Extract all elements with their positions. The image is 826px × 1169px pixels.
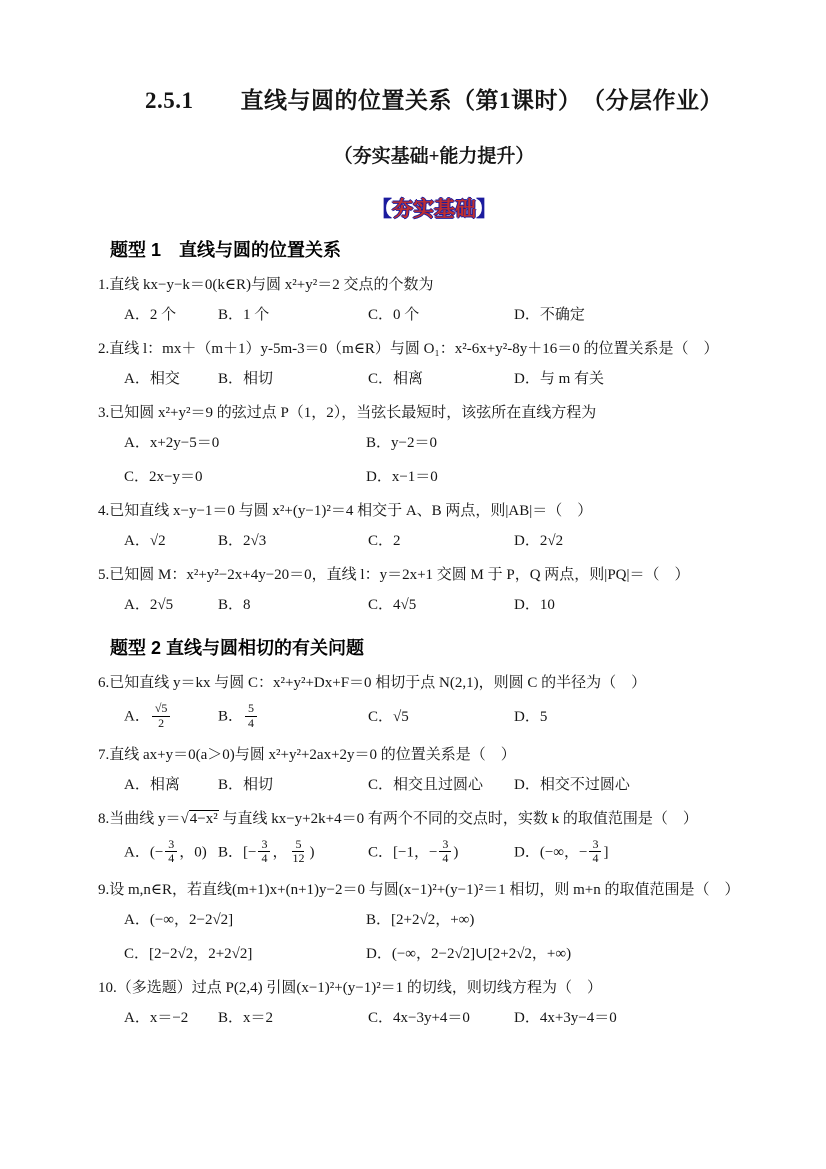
question-1-option-c: C．0 个	[368, 307, 420, 323]
question-3-stem: 3.已知圆 x²+y²＝9 的弦过点 P（1，2），当弦长最短时，该弦所在直线方程为	[98, 405, 597, 421]
question-10-option-c: C．4x−3y+4＝0	[368, 1010, 470, 1027]
question-3-option-c: C．2x−y＝0	[124, 469, 203, 485]
question-10	[98, 978, 770, 1029]
question-7-option-a: A．相离	[124, 776, 180, 793]
question-1-options	[124, 305, 770, 326]
question-8-options	[124, 836, 770, 868]
question-2-option-b: B．相切	[218, 371, 274, 387]
topic-heading-2: 题型 2 直线与圆相切的有关问题	[110, 638, 365, 658]
question-8	[98, 809, 770, 868]
question-2-options	[124, 369, 770, 390]
question-1-stem: 1.直线 kx−y−k＝0(k∈R)与圆 x²+y²＝2 交点的个数为	[98, 277, 434, 293]
question-5-option-d: D．10	[514, 597, 555, 613]
question-5-option-c: C．4√5	[368, 597, 417, 613]
question-9	[98, 880, 770, 965]
question-9-option-a: A．(−∞，2−2√2]	[124, 912, 234, 929]
question-2-option-a: A．相交	[124, 371, 180, 387]
question-9-options	[124, 910, 770, 965]
question-3-option-d: D．x−1＝0	[366, 469, 438, 485]
question-3-option-b: B．y−2＝0	[366, 435, 437, 451]
question-3	[98, 403, 770, 488]
question-7-option-c: C．相交且过圆心	[368, 776, 484, 793]
question-2-option-d: D．与 m 有关	[514, 371, 605, 387]
question-8-option-b: B．[− $\frac{3}{4}$ ， $\frac{5}{12}$ )	[218, 836, 315, 866]
question-10-option-d: D．4x+3y−4＝0	[514, 1010, 617, 1027]
question-7-stem: 7.直线 ax+y＝0(a＞0)与圆 x²+y²+2ax+2y＝0 的位置关系是（ ）	[98, 746, 516, 763]
question-9-option-d: D．(−∞，2−2√2]∪[2+2√2，+∞)	[366, 946, 572, 963]
question-6-option-d: D．5	[514, 708, 548, 725]
question-4-stem: 4.已知直线 x−y−1＝0 与圆 x²+(y−1)²＝4 相交于 A、B 两点，则|AB|＝（ ）	[98, 503, 593, 519]
question-4	[98, 501, 770, 552]
question-6-stem: 6.已知直线 y＝kx 与圆 C：x²+y²+Dx+F＝0 相切于点 N(2,1)，则圆 C 的半径为（ ）	[98, 675, 647, 691]
question-9-stem: 9.设 m,n∈R，若直线(m+1)x+(n+1)y−2＝0 与圆(x−1)²+(y−1)²＝1 相切，则 m+n 的取值范围是（ ）	[98, 882, 740, 899]
topic-heading-1: 题型 1 直线与圆的位置关系	[110, 240, 342, 260]
question-8-stem: 8.当曲线 y＝√4−x² 与直线 kx−y+2k+4＝0 有两个不同的交点时，实数 k 的取值范围是（ ）	[98, 810, 698, 827]
question-8-option-c: C．[−1，− $\frac{3}{4}$ )	[368, 836, 459, 866]
question-8-option-d: D．(−∞，− $\frac{3}{4}$ ]	[514, 836, 609, 866]
badge-label: 夯实基础	[392, 197, 476, 221]
question-2-option-c: C．相离	[368, 371, 424, 387]
question-3-option-a: A．x+2y−5＝0	[124, 435, 220, 451]
question-4-option-d: D．2√2	[514, 533, 564, 549]
page-title: 2.5.1 直线与圆的位置关系（第1课时） （分层作业）	[145, 88, 723, 113]
question-6	[98, 673, 770, 732]
question-5-option-a: A．2√5	[124, 597, 174, 613]
question-7	[98, 745, 770, 796]
question-3-options	[124, 433, 770, 488]
question-1-option-b: B．1 个	[218, 307, 270, 323]
question-5	[98, 565, 770, 616]
question-1	[98, 275, 770, 326]
question-5-option-b: B．8	[218, 597, 251, 613]
question-7-options	[124, 775, 770, 796]
question-10-options	[124, 1008, 770, 1029]
question-10-option-b: B．x＝2	[218, 1010, 274, 1027]
question-7-option-d: D．相交不过圆心	[514, 776, 630, 793]
question-10-option-a: A．x＝−2	[124, 1010, 189, 1027]
badge-open-bracket: 【	[371, 197, 392, 221]
page-subtitle: （夯实基础+能力提升）	[333, 146, 535, 167]
question-4-option-b: B．2√3	[218, 533, 267, 549]
question-6-option-a: A． $\frac{√5}{2}$	[124, 703, 218, 732]
question-6-option-b: B． $\frac{5}{4}$	[218, 703, 368, 732]
question-4-option-a: A．√2	[124, 533, 166, 549]
question-1-option-a: A．2 个	[124, 307, 177, 323]
question-7-option-b: B．相切	[218, 776, 274, 793]
question-10-stem: 10.（多选题）过点 P(2,4) 引圆(x−1)²+(y−1)²＝1 的切线，则切线方程为（ ）	[98, 980, 602, 997]
question-2-stem: 2.直线 l：mx＋（m＋1）y-5m-3＝0（m∈R）与圆 O₁：x²-6x+y²-8y＋16＝0 的位置关系是（ ）	[98, 341, 719, 357]
badge-close-bracket: 】	[476, 197, 497, 221]
question-6-option-c: C．√5	[368, 708, 409, 725]
question-2	[98, 339, 770, 390]
question-5-options	[124, 595, 770, 616]
question-4-option-c: C．2	[368, 533, 401, 549]
question-8-option-a: A．(− $\frac{3}{4}$ ，0)	[124, 836, 207, 866]
question-5-stem: 5.已知圆 M：x²+y²−2x+4y−20＝0，直线 l：y＝2x+1 交圆 M 于 P，Q 两点，则|PQ|＝（ ）	[98, 567, 690, 583]
question-6-options	[124, 703, 770, 732]
question-4-options	[124, 531, 770, 552]
question-1-option-d: D．不确定	[514, 307, 585, 323]
question-9-option-b: B．[2+2√2，+∞)	[366, 912, 475, 929]
section-badge	[98, 195, 770, 223]
question-9-option-c: C．[2−2√2，2+2√2]	[124, 946, 253, 963]
